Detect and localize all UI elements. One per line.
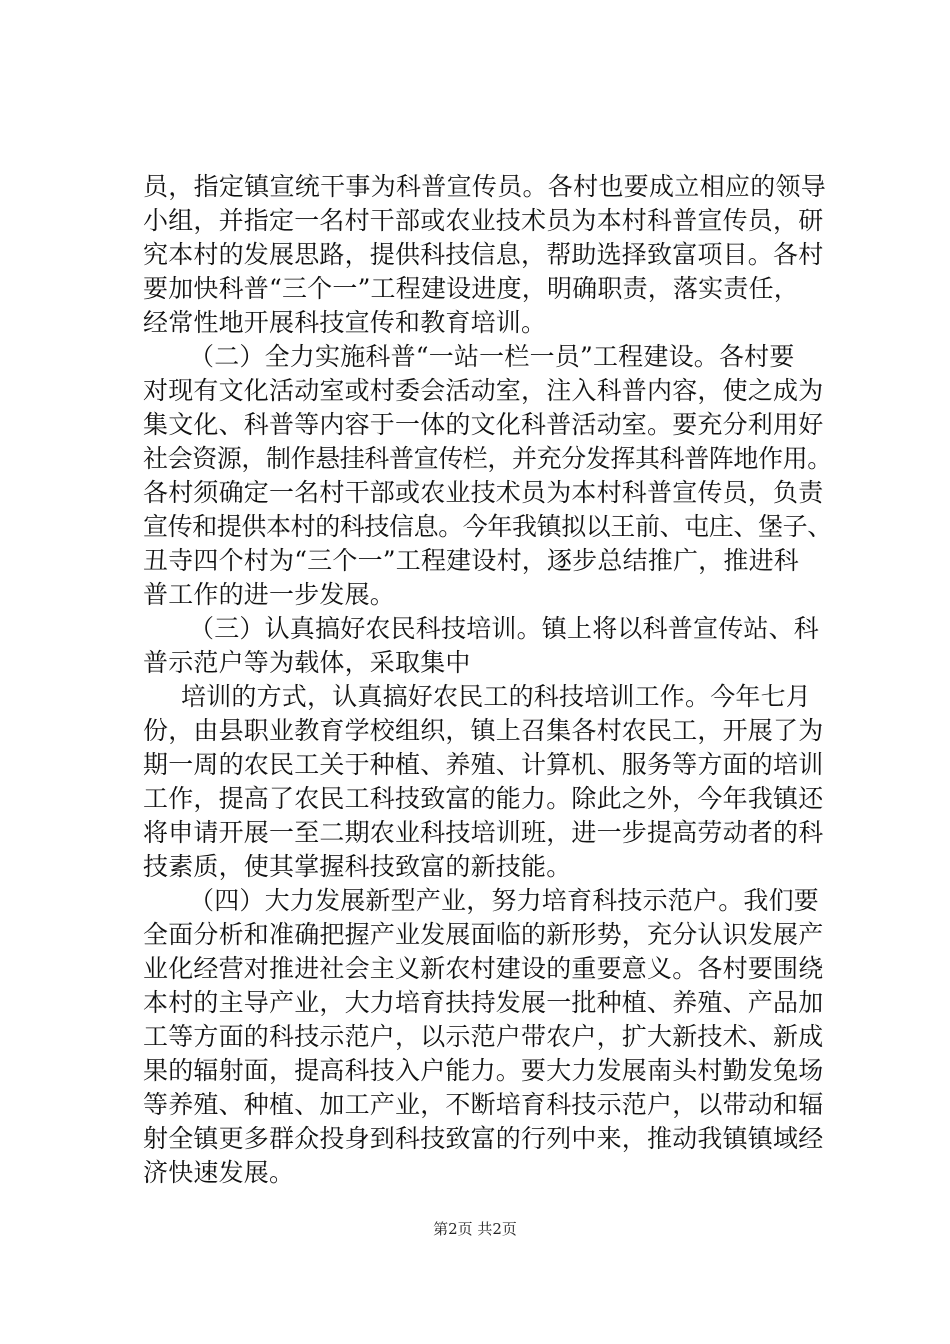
text-line: 技素质，使其掌握科技致富的新技能。 [143, 852, 572, 881]
text-line: 社会资源，制作悬挂科普宣传栏，并充分发挥其科普阵地作用。 [143, 444, 832, 473]
text-line: 究本村的发展思路，提供科技信息，帮助选择致富项目。各村 [143, 240, 824, 269]
text-line: 各村须确定一名村干部或农业技术员为本村科普宣传员，负责 [143, 478, 824, 507]
text-line: 要加快科普“三个一”工程建设进度，明确职责，落实责任， [143, 274, 799, 303]
text-line: （二）全力实施科普“一站一栏一员”工程建设。各村要 [189, 342, 795, 371]
text-line: （四）大力发展新型产业，努力培育科技示范户。我们要 [189, 886, 820, 915]
text-line: 对现有文化活动室或村委会活动室，注入科普内容，使之成为 [143, 376, 824, 405]
text-line: 工作，提高了农民工科技致富的能力。除此之外，今年我镇还 [143, 784, 824, 813]
text-line: 丑寺四个村为“三个一”工程建设村，逐步总结推广，推进科 [143, 546, 799, 575]
text-line: 射全镇更多群众投身到科技致富的行列中来，推动我镇镇域经 [143, 1124, 824, 1153]
text-line: 果的辐射面，提高科技入户能力。要大力发展南头村勤发兔场 [143, 1056, 824, 1085]
text-line: 集文化、科普等内容于一体的文化科普活动室。要充分利用好 [143, 410, 824, 439]
text-line: 宣传和提供本村的科技信息。今年我镇拟以王前、屯庄、堡子、 [143, 512, 832, 541]
text-line: 业化经营对推进社会主义新农村建设的重要意义。各村要围绕 [143, 954, 824, 983]
text-line: 培训的方式，认真搞好农民工的科技培训工作。今年七月 [181, 682, 812, 711]
text-line: （三）认真搞好农民科技培训。镇上将以科普宣传站、科 [189, 614, 820, 643]
text-line: 普示范户等为载体，采取集中 [143, 648, 471, 677]
text-line: 小组，并指定一名村干部或农业技术员为本村科普宣传员，研 [143, 206, 824, 235]
text-line: 本村的主导产业，大力培育扶持发展一批种植、养殖、产品加 [143, 988, 824, 1017]
text-line: 份，由县职业教育学校组织，镇上召集各村农民工，开展了为 [143, 716, 824, 745]
document-body [143, 170, 833, 1190]
text-line: 员，指定镇宣统干事为科普宣传员。各村也要成立相应的领导 [143, 172, 827, 201]
text-line: 工等方面的科技示范户，以示范户带农户，扩大新技术、新成 [143, 1022, 824, 1051]
text-line: 将申请开展一至二期农业科技培训班，进一步提高劳动者的科 [143, 818, 824, 847]
text-line: 经常性地开展科技宣传和教育培训。 [143, 308, 547, 337]
text-line: 普工作的进一步发展。 [143, 580, 396, 609]
page-number: 第2页 共2页 [433, 1220, 517, 1238]
text-line: 期一周的农民工关于种植、养殖、计算机、服务等方面的培训 [143, 750, 824, 779]
text-line: 全面分析和准确把握产业发展面临的新形势，充分认识发展产 [143, 920, 824, 949]
text-line: 等养殖、种植、加工产业，不断培育科技示范户，以带动和辐 [143, 1090, 824, 1119]
text-line: 济快速发展。 [143, 1158, 295, 1187]
